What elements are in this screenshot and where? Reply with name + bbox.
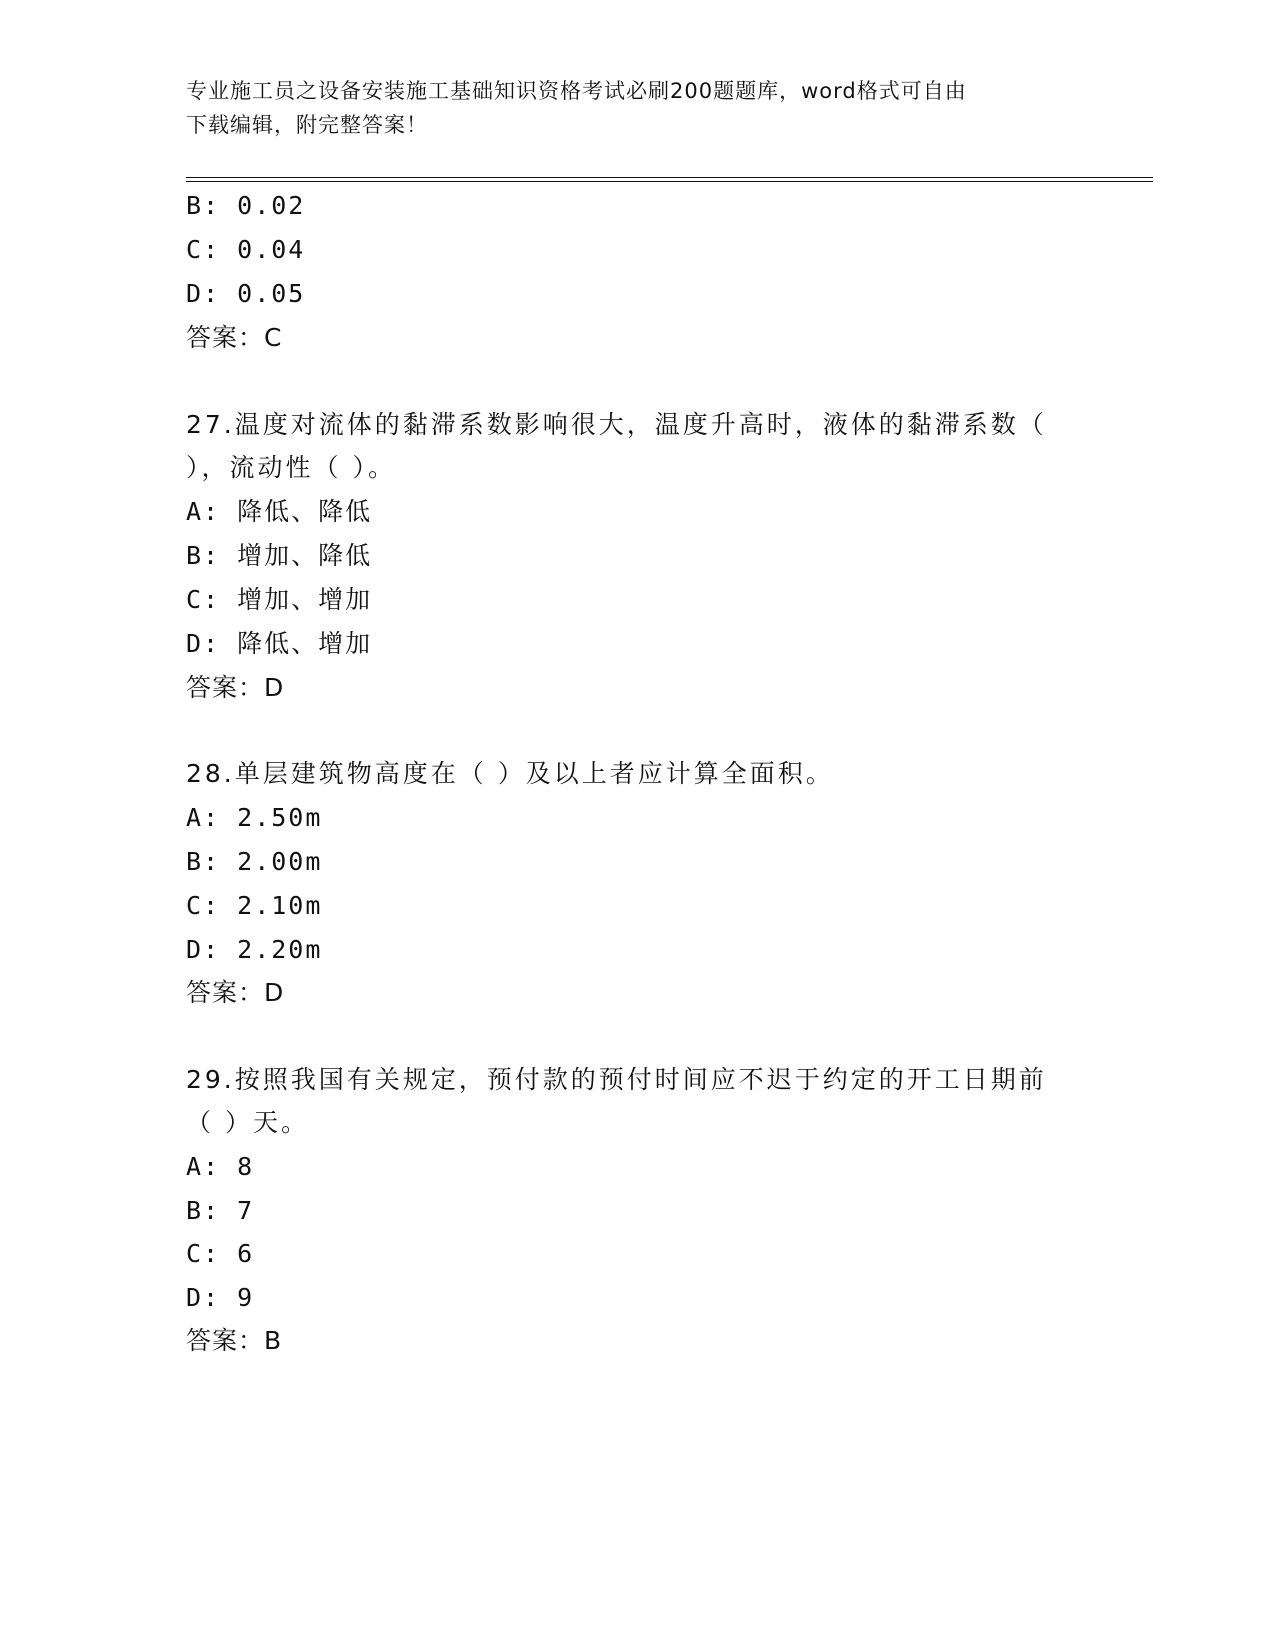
header-title-line-2: 下载编辑，附完整答案！	[186, 113, 428, 137]
q29-option-c: C: 6	[186, 1239, 255, 1268]
q27-option-b: B: 增加、降低	[186, 541, 373, 570]
header-title-line-1: 专业施工员之设备安装施工基础知识资格考试必刷200题题库，word格式可自由	[186, 79, 967, 103]
q27-option-d: D: 降低、增加	[186, 629, 373, 658]
q27-answer: 答案：D	[186, 673, 285, 702]
q27-option-c: C: 增加、增加	[186, 585, 373, 614]
q29-option-d: D: 9	[186, 1283, 255, 1312]
q29-stem-line-1: 29.按照我国有关规定，预付款的预付时间应不迟于约定的开工日期前	[186, 1065, 1047, 1094]
q29-option-b: B: 7	[186, 1196, 255, 1225]
q29-stem-line-2: （ ）天。	[186, 1108, 309, 1137]
q28-option-c: C: 2.10m	[186, 891, 323, 920]
prev-option-d: D: 0.05	[186, 279, 306, 308]
prev-option-c: C: 0.04	[186, 235, 306, 264]
prev-option-b: B: 0.02	[186, 191, 306, 220]
q28-option-a: A: 2.50m	[186, 803, 323, 832]
header-divider-bottom	[186, 181, 1153, 182]
q28-option-d: D: 2.20m	[186, 935, 323, 964]
header-divider-top	[186, 177, 1153, 178]
q28-stem: 28.单层建筑物高度在（ ）及以上者应计算全面积。	[186, 759, 834, 788]
page-header	[186, 74, 1086, 142]
q28-option-b: B: 2.00m	[186, 847, 323, 876]
q27-stem-line-1: 27.温度对流体的黏滞系数影响很大，温度升高时，液体的黏滞系数（	[186, 410, 1047, 439]
prev-answer: 答案：C	[186, 323, 283, 352]
q27-option-a: A: 降低、降低	[186, 497, 373, 526]
q28-answer: 答案：D	[186, 978, 285, 1007]
q27-stem-line-2: ），流动性（ ）。	[186, 453, 396, 482]
q29-answer: 答案：B	[186, 1326, 283, 1355]
q29-option-a: A: 8	[186, 1152, 255, 1181]
